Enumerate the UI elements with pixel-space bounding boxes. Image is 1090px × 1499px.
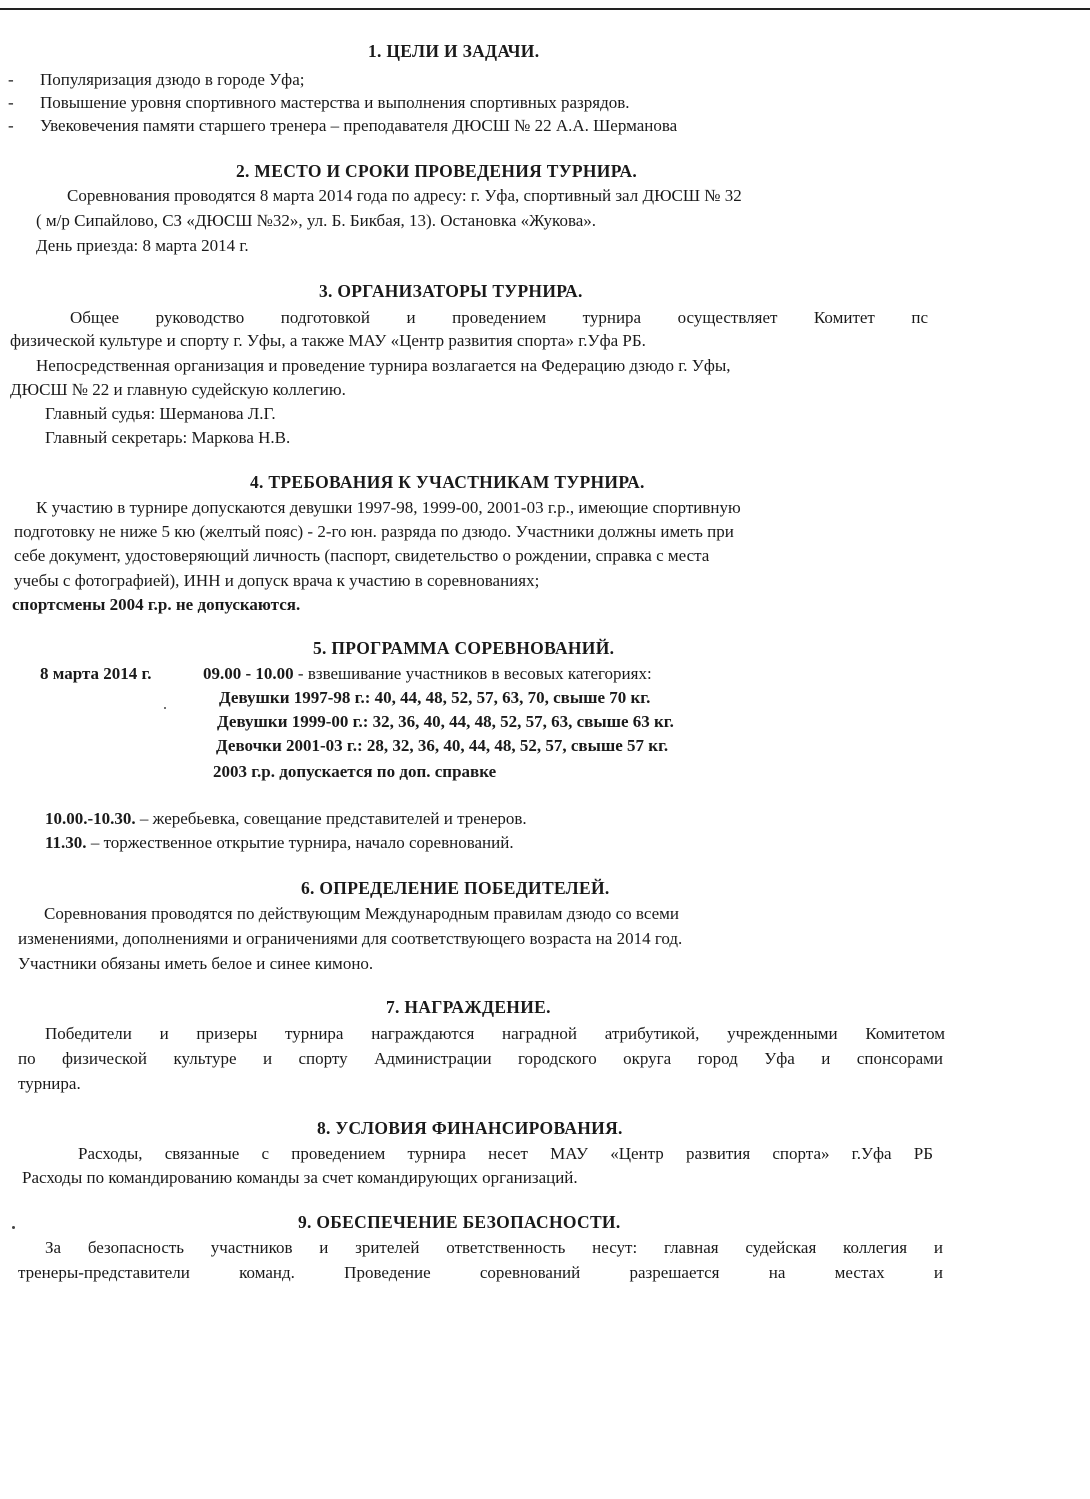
bullet-dash: - bbox=[8, 93, 14, 112]
venue-line-1: Соревнования проводятся 8 марта 2014 года по адресу: г. Уфа, спортивный зал ДЮСШ № 32 bbox=[67, 186, 742, 205]
weigh-in-text: - взвешивание участников в весовых категориях: bbox=[293, 664, 652, 683]
section-5-title: 5. ПРОГРАММА СОРЕВНОВАНИЙ. bbox=[313, 638, 615, 658]
safety-line-1: За безопасность участников и зрителей ответственность несут: главная судейская коллегия и bbox=[45, 1238, 943, 1257]
winners-line-3: Участники обязаны иметь белое и синее кимоно. bbox=[18, 954, 374, 973]
category-1999-00: Девушки 1999-00 г.: 32, 36, 40, 44, 48, 52, 57, 63, свыше 63 кг. bbox=[217, 712, 674, 731]
requirements-exclusion: спортсмены 2004 г.р. не допускаются. bbox=[12, 595, 301, 614]
goal-item-3: Увековечения памяти старшего тренера – преподавателя ДЮСШ № 22 А.А. Шерманова bbox=[40, 116, 678, 135]
winners-line-1: Соревнования проводятся по действующим Международным правилам дзюдо со всеми bbox=[44, 904, 679, 923]
organizers-line-1: Общее руководство подготовкой и проведением турнира осуществляет Комитет пс bbox=[70, 308, 928, 327]
winners-line-2: изменениями, дополнениями и ограничениями для соответствующего возраста на 2014 год. bbox=[18, 929, 683, 948]
category-1997-98: Девушки 1997-98 г.: 40, 44, 48, 52, 57, 63, 70, свыше 70 кг. bbox=[219, 688, 651, 707]
opening-text: – торжественное открытие турнира, начало соревнований. bbox=[86, 833, 514, 852]
organizers-line-2: физической культуре и спорту г. Уфы, а также МАУ «Центр развития спорта» г.Уфа РБ. bbox=[10, 331, 646, 350]
section-9-title: 9. ОБЕСПЕЧЕНИЕ БЕЗОПАСНОСТИ. bbox=[298, 1212, 621, 1232]
safety-line-2: тренеры-представители команд. Проведение соревнований разрешается на местах и bbox=[18, 1263, 943, 1282]
opening-time: 11.30. bbox=[45, 833, 87, 852]
draw-text: – жеребьевка, совещание представителей и тренеров. bbox=[135, 809, 527, 828]
financing-line-2: Расходы по командированию команды за счет командирующих организаций. bbox=[22, 1168, 578, 1187]
section-7-title: 7. НАГРАЖДЕНИЕ. bbox=[386, 997, 551, 1017]
category-2003-note: 2003 г.р. допускается по доп. справке bbox=[213, 762, 497, 781]
top-rule bbox=[0, 8, 1090, 10]
section-2-title: 2. МЕСТО И СРОКИ ПРОВЕДЕНИЯ ТУРНИРА. bbox=[236, 161, 638, 181]
opening-line bbox=[45, 834, 514, 851]
section-6-title: 6. ОПРЕДЕЛЕНИЕ ПОБЕДИТЕЛЕЙ. bbox=[301, 878, 610, 898]
weigh-in-time: 09.00 - 10.00 bbox=[203, 664, 294, 683]
category-2001-03: Девочки 2001-03 г.: 28, 32, 36, 40, 44, 48, 52, 57, свыше 57 кг. bbox=[216, 736, 669, 755]
organizers-line-4: ДЮСШ № 22 и главную судейскую коллегию. bbox=[10, 380, 346, 399]
bullet-dash: - bbox=[8, 70, 14, 89]
bullet-dash: - bbox=[8, 116, 14, 135]
requirements-line-1: К участию в турнире допускаются девушки 1997-98, 1999-00, 2001-03 г.р., имеющие спортивную bbox=[36, 498, 741, 517]
weigh-in-line bbox=[203, 665, 652, 682]
chief-judge: Главный судья: Шерманова Л.Г. bbox=[45, 404, 276, 423]
section-4-title: 4. ТРЕБОВАНИЯ К УЧАСТНИКАМ ТУРНИРА. bbox=[250, 472, 645, 492]
organizers-line-3: Непосредственная организация и проведение турнира возлагается на Федерацию дзюдо г. Уфы, bbox=[36, 356, 731, 375]
program-date: 8 марта 2014 г. bbox=[40, 664, 152, 683]
requirements-line-2: подготовку не ниже 5 кю (желтый пояс) - 2-го юн. разряда по дзюдо. Участники должны иметь при bbox=[14, 522, 734, 541]
goal-item-1: Популяризация дзюдо в городе Уфа; bbox=[40, 70, 305, 89]
scan-speck bbox=[12, 1226, 15, 1229]
goal-item-2: Повышение уровня спортивного мастерства и выполнения спортивных разрядов. bbox=[40, 93, 630, 112]
section-1-title: 1. ЦЕЛИ И ЗАДАЧИ. bbox=[368, 41, 540, 61]
awards-line-1: Победители и призеры турнира награждаются наградной атрибутикой, учрежденными Комитетом bbox=[45, 1024, 945, 1043]
draw-line bbox=[45, 810, 527, 827]
financing-line-1: Расходы, связанные с проведением турнира несет МАУ «Центр развития спорта» г.Уфа РБ bbox=[78, 1144, 933, 1163]
awards-line-2: по физической культуре и спорту Администрации городского округа город Уфа и спонсорами bbox=[18, 1049, 943, 1068]
awards-line-3: турнира. bbox=[18, 1074, 81, 1093]
arrival-day: День приезда: 8 марта 2014 г. bbox=[36, 236, 249, 255]
section-3-title: 3. ОРГАНИЗАТОРЫ ТУРНИРА. bbox=[319, 281, 583, 301]
venue-line-2: ( м/р Сипайлово, СЗ «ДЮСШ №32», ул. Б. Бикбая, 13). Остановка «Жукова». bbox=[36, 211, 597, 230]
requirements-line-4: учебы с фотографией), ИНН и допуск врача к участию в соревнованиях; bbox=[14, 571, 540, 590]
section-8-title: 8. УСЛОВИЯ ФИНАНСИРОВАНИЯ. bbox=[317, 1118, 623, 1138]
chief-secretary: Главный секретарь: Маркова Н.В. bbox=[45, 428, 291, 447]
requirements-line-3: себе документ, удостоверяющий личность (паспорт, свидетельство о рождении, справка с места bbox=[14, 546, 710, 565]
scan-speck bbox=[164, 707, 166, 709]
draw-time: 10.00.-10.30. bbox=[45, 809, 136, 828]
